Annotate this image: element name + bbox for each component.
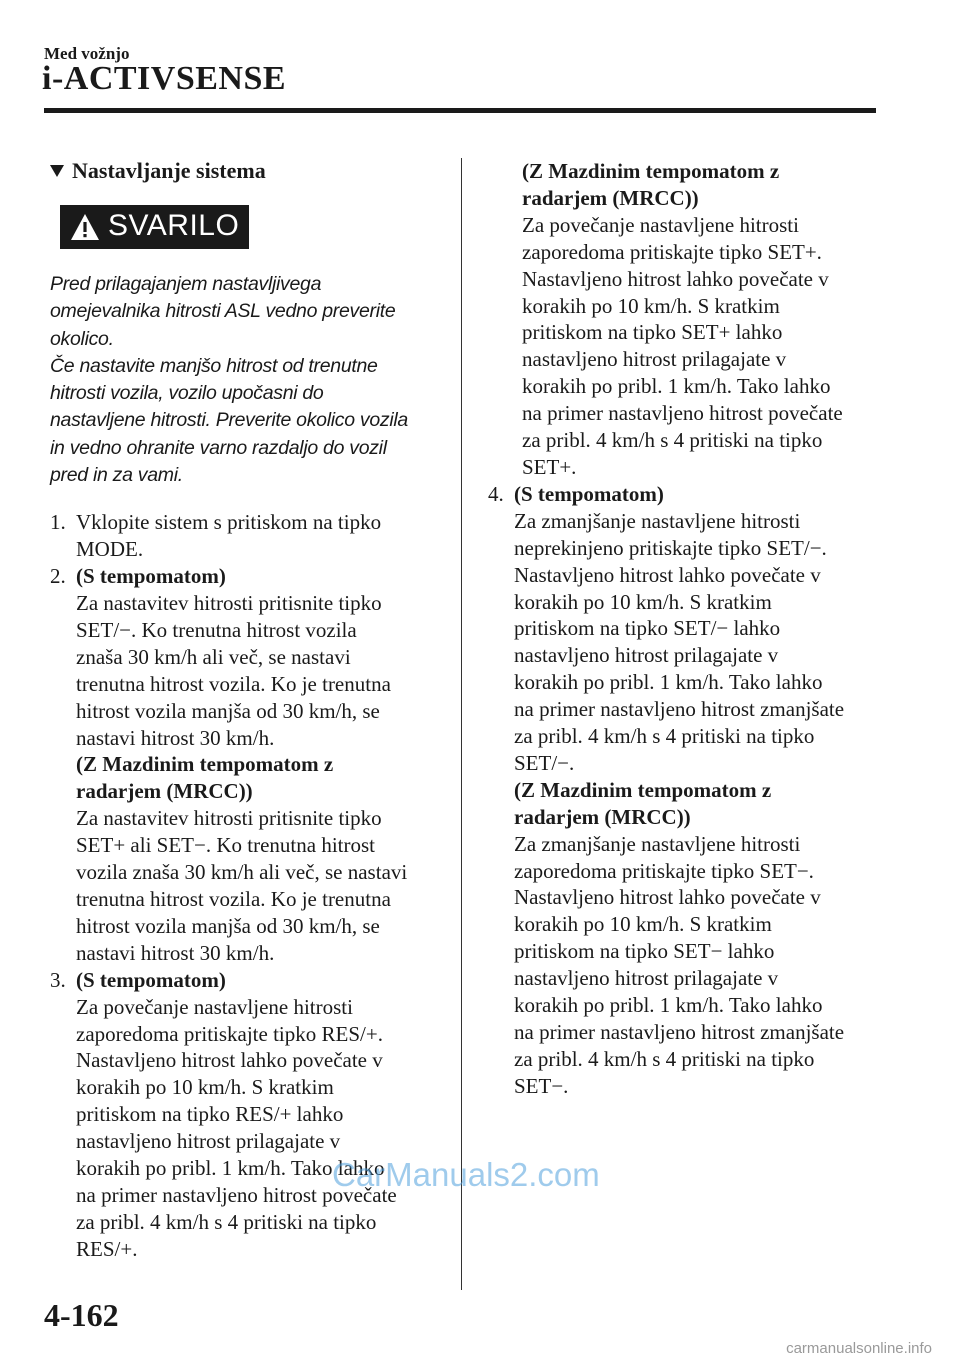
step-body (514, 481, 880, 1100)
text-line: hitrosti vozila, vozilo upočasni do (50, 382, 324, 405)
text-line: za pribl. 4 km/h s 4 pritiski na tipko (76, 1209, 377, 1234)
step-body (76, 967, 442, 1263)
text-line: pritiskom na tipko SET+ lahko (522, 320, 783, 345)
text-line: nastavljeno hitrost prilagajate v (514, 643, 779, 668)
list-item (488, 481, 880, 1100)
text-line: Za zmanjšanje nastavljene hitrosti (514, 831, 801, 856)
text-line: na primer nastavljeno hitrost povečate (522, 401, 843, 426)
text-line: trenutna hitrost vozila. Ko je trenutna (76, 886, 391, 911)
column-divider (461, 158, 462, 1290)
step-number: 1. (50, 510, 66, 535)
text-line: SET/−. Ko trenutna hitrost vozila (76, 617, 357, 642)
text-line: za pribl. 4 km/h s 4 pritiski na tipko (514, 1046, 815, 1071)
text-line: nastavi hitrost 30 km/h. (76, 940, 275, 965)
warning-bold-text (50, 271, 442, 353)
text-line: SET−. (514, 1073, 569, 1098)
text-line: korakih po 10 km/h. S kratkim (76, 1075, 334, 1100)
header-section: Med vožnjo (44, 44, 130, 63)
text-line: vozila znaša 30 km/h ali več, se nastavi (76, 860, 408, 885)
warning-badge (60, 205, 249, 249)
text-line: in vedno ohranite varno razdaljo do vozil (50, 436, 387, 459)
text-line: Vklopite sistem s pritiskom na tipko (76, 510, 382, 535)
text-line: pritiskom na tipko RES/+ lahko (76, 1102, 344, 1127)
text-line: Za nastavitev hitrosti pritisnite tipko (76, 806, 382, 831)
section-heading-text: Nastavljanje sistema (72, 158, 266, 183)
subheading-line: radarjem (MRCC)) (522, 185, 699, 210)
step-body (76, 563, 442, 967)
text-line: korakih po 10 km/h. S kratkim (522, 293, 780, 318)
text-line: korakih po pribl. 1 km/h. Tako lahko (76, 1156, 385, 1181)
page-number: 4-162 (44, 1297, 119, 1333)
text-line: omejevalnika hitrosti ASL vedno preverite (50, 300, 396, 323)
left-column (50, 158, 442, 1263)
text-line: zaporedoma pritiskajte tipko SET−. (514, 858, 814, 883)
text-line: neprekinjeno pritiskajte tipko SET/−. (514, 535, 827, 560)
text-line: korakih po 10 km/h. S kratkim (514, 912, 772, 937)
page-title: i-ACTIVSENSE (42, 60, 287, 97)
text-line: pritiskom na tipko SET/− lahko (514, 616, 781, 641)
subheading-line: radarjem (MRCC)) (514, 804, 691, 829)
text-line: korakih po pribl. 1 km/h. Tako lahko (522, 374, 831, 399)
text-line: Nastavljeno hitrost lahko povečate v (76, 1048, 383, 1073)
text-line: hitrost vozila manjša od 30 km/h, se (76, 913, 380, 938)
left-steps (50, 509, 442, 1262)
header-rule (44, 108, 876, 113)
text-line: pritiskom na tipko SET− lahko (514, 939, 775, 964)
text-line: korakih po pribl. 1 km/h. Tako lahko (514, 670, 823, 695)
warning-text (50, 271, 442, 489)
text-line: zaporedoma pritiskajte tipko RES/+. (76, 1021, 383, 1046)
step-number: 4. (488, 481, 504, 506)
text-line: nastavljeno hitrost prilagajate v (514, 966, 779, 991)
triangle-bullet-icon (50, 165, 64, 177)
list-item (50, 563, 442, 967)
text-line: na primer nastavljeno hitrost zmanjšate (514, 697, 845, 722)
text-line: za pribl. 4 km/h s 4 pritiski na tipko (522, 428, 823, 453)
subheading-line: (S tempomatom) (76, 967, 226, 992)
text-line: zaporedoma pritiskajte tipko SET+. (522, 239, 822, 264)
text-line: SET+. (522, 454, 577, 479)
text-line: Za zmanjšanje nastavljene hitrosti (514, 508, 801, 533)
subheading-line: (Z Mazdinim tempomatom z (76, 752, 334, 777)
text-line: Če nastavite manjšo hitrost od trenutne (50, 354, 378, 377)
step-number: 2. (50, 564, 66, 589)
list-item (50, 509, 442, 563)
watermark-center: CarManuals2.com (332, 1156, 600, 1193)
text-line: znaša 30 km/h ali več, se nastavi (76, 644, 351, 669)
subheading-line: (Z Mazdinim tempomatom z (514, 777, 772, 802)
section-heading (50, 158, 442, 185)
text-line: Nastavljeno hitrost lahko povečate v (514, 885, 821, 910)
text-line: MODE. (76, 537, 144, 562)
warning-icon (70, 212, 100, 242)
list-item (488, 158, 880, 481)
step-body (488, 158, 880, 481)
text-line: korakih po 10 km/h. S kratkim (514, 589, 772, 614)
subheading-line: radarjem (MRCC)) (76, 779, 253, 804)
text-line: hitrost vozila manjša od 30 km/h, se (76, 698, 380, 723)
warning-label: SVARILO (108, 209, 240, 243)
subheading-line: (S tempomatom) (514, 481, 664, 506)
text-line: trenutna hitrost vozila. Ko je trenutna (76, 671, 391, 696)
text-line: nastavljene hitrosti. Preverite okolico vozila (50, 409, 408, 432)
subheading-line: (Z Mazdinim tempomatom z (522, 159, 780, 183)
text-line: Nastavljeno hitrost lahko povečate v (522, 266, 829, 291)
list-item (50, 967, 442, 1263)
step-body (76, 509, 442, 563)
text-line: RES/+. (76, 1236, 138, 1261)
right-column (488, 158, 880, 1100)
warning-body-text (50, 353, 442, 489)
text-line: na primer nastavljeno hitrost povečate (76, 1182, 397, 1207)
text-line: okolico. (50, 327, 114, 350)
text-line: Nastavljeno hitrost lahko povečate v (514, 562, 821, 587)
text-line: Pred prilagajanjem nastavljivega (50, 272, 322, 295)
text-line: Za nastavitev hitrosti pritisnite tipko (76, 591, 382, 615)
text-line: korakih po pribl. 1 km/h. Tako lahko (514, 993, 823, 1018)
right-steps (488, 158, 880, 1100)
text-line: SET+ ali SET−. Ko trenutna hitrost (76, 833, 375, 858)
text-line: za pribl. 4 km/h s 4 pritiski na tipko (514, 724, 815, 749)
text-line: nastavi hitrost 30 km/h. (76, 725, 275, 750)
text-line: nastavljeno hitrost prilagajate v (522, 347, 787, 372)
subheading-line: (S tempomatom) (76, 564, 226, 589)
text-line: Za povečanje nastavljene hitrosti (522, 212, 799, 237)
text-line: pred in za vami. (50, 463, 183, 486)
step-number: 3. (50, 967, 66, 992)
text-line: nastavljeno hitrost prilagajate v (76, 1129, 341, 1154)
text-line: Za povečanje nastavljene hitrosti (76, 994, 353, 1019)
text-line: SET/−. (514, 750, 575, 775)
watermark-corner: carmanualsonline.info (786, 1340, 932, 1357)
text-line: na primer nastavljeno hitrost zmanjšate (514, 1020, 845, 1044)
